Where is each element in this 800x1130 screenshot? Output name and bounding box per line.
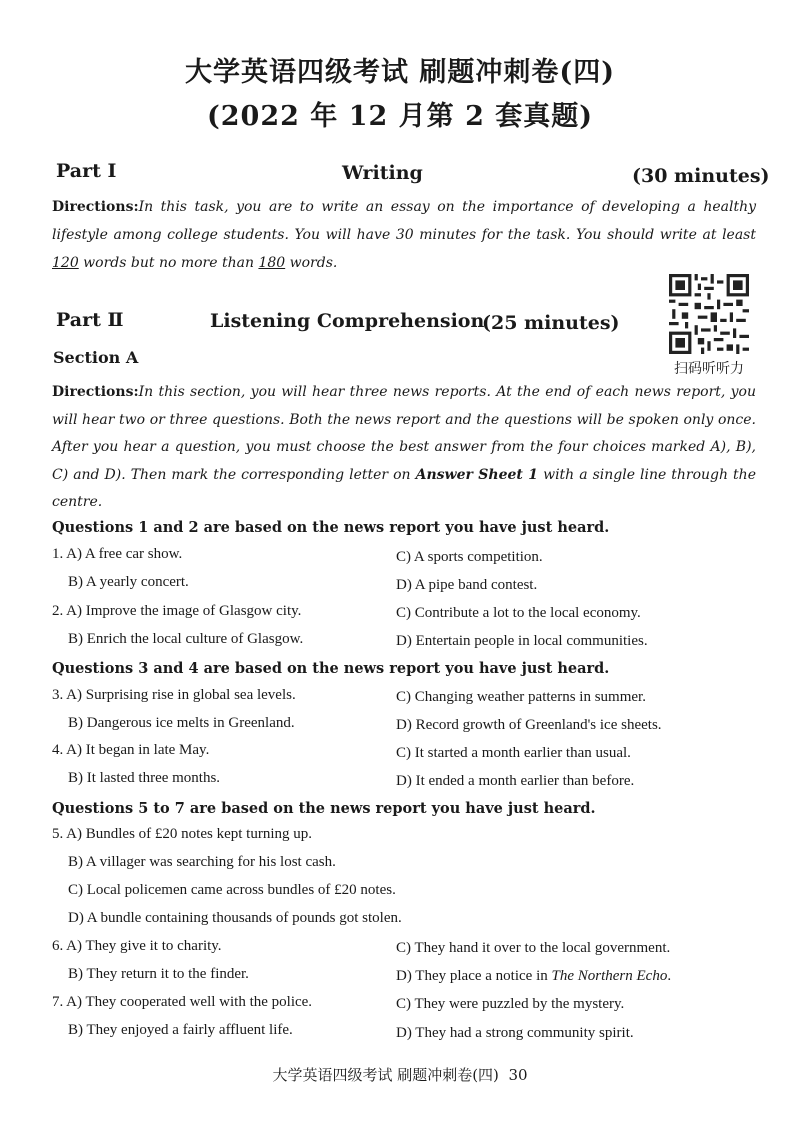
q2-option-b: B) Enrich the local culture of Glasgow. xyxy=(68,631,304,647)
q1-option-c: C) A sports competition. xyxy=(396,549,543,565)
q3-option-c: C) Changing weather patterns in summer. xyxy=(396,689,646,705)
page-number: 30 xyxy=(508,1066,528,1084)
q7-option-b: B) They enjoyed a fairly affluent life. xyxy=(68,1022,293,1038)
part2-name: Listening Comprehension xyxy=(210,310,485,332)
directions-text: words but no more than xyxy=(78,255,259,271)
directions-label: Directions: xyxy=(52,199,139,215)
q4-option-a: 4. A) It began in late May. xyxy=(52,742,210,758)
q1-option-a: 1. A) A free car show. xyxy=(52,546,183,562)
qr-code-label: 扫码听听力 xyxy=(674,361,744,377)
q7-option-c: C) They were puzzled by the mystery. xyxy=(396,996,625,1012)
q2-option-c: C) Contribute a lot to the local economy. xyxy=(396,605,641,621)
directions-text: with a single line through the centre. xyxy=(52,466,756,510)
qr-code-icon xyxy=(669,274,749,354)
page-title: 大学英语四级考试 刷题冲刺卷(四) xyxy=(185,57,615,88)
q5-option-b: B) A villager was searching for his lost cash. xyxy=(68,854,336,870)
question-group-heading: Questions 5 to 7 are based on the news report you have just heard. xyxy=(52,800,596,817)
q4-option-d: D) It ended a month earlier than before. xyxy=(396,773,635,789)
q6-option-c: C) They hand it over to the local government. xyxy=(396,940,671,956)
q2-option-a: 2. A) Improve the image of Glasgow city. xyxy=(52,603,302,619)
question-group-heading: Questions 1 and 2 are based on the news report you have just heard. xyxy=(52,519,610,536)
page-footer xyxy=(0,1064,800,1085)
directions-text: words. xyxy=(285,255,338,271)
q5-option-c: C) Local policemen came across bundles of £20 notes. xyxy=(68,882,396,898)
answer-sheet-ref: Answer Sheet 1 xyxy=(415,466,539,483)
question-group-heading: Questions 3 and 4 are based on the news report you have just heard. xyxy=(52,660,610,677)
q3-option-a: 3. A) Surprising rise in global sea levels. xyxy=(52,687,296,703)
footer-title: 大学英语四级考试 刷题冲刺卷(四) xyxy=(272,1066,499,1084)
word-count-min: 120 xyxy=(52,255,79,271)
q2-option-d: D) Entertain people in local communities. xyxy=(396,633,648,649)
part1-name: Writing xyxy=(342,162,423,184)
part1-label: Part Ⅰ xyxy=(56,160,117,182)
q5-option-d: D) A bundle containing thousands of pounds got stolen. xyxy=(68,910,402,926)
q4-option-b: B) It lasted three months. xyxy=(68,770,221,786)
q5-option-a: 5. A) Bundles of £20 notes kept turning up. xyxy=(52,826,312,842)
q3-option-d: D) Record growth of Greenland's ice sheets. xyxy=(396,717,662,733)
q1-option-d: D) A pipe band contest. xyxy=(396,577,538,593)
q7-option-d: D) They had a strong community spirit. xyxy=(396,1025,634,1041)
part1-directions xyxy=(52,193,756,277)
part2-time: (25 minutes) xyxy=(482,312,620,334)
q6-option-a: 6. A) They give it to charity. xyxy=(52,938,222,954)
q7-option-a: 7. A) They cooperated well with the police. xyxy=(52,994,313,1010)
q4-option-c: C) It started a month earlier than usual. xyxy=(396,745,631,761)
word-count-max: 180 xyxy=(258,255,286,271)
q6-option-d-end: . xyxy=(667,968,672,984)
page-subtitle: (2022 年 12 月第 2 套真题) xyxy=(206,101,594,132)
newspaper-title: The Northern Echo xyxy=(551,968,668,984)
q1-option-b: B) A yearly concert. xyxy=(68,574,189,590)
part2-directions xyxy=(52,379,756,517)
q6-option-d-text: D) They place a notice in xyxy=(396,968,552,984)
part2-label: Part Ⅱ xyxy=(56,309,124,331)
section-a-heading: Section A xyxy=(53,348,139,367)
q6-option-d xyxy=(396,968,671,985)
directions-label: Directions: xyxy=(52,384,139,400)
directions-text: In this section, you will hear three news reports. At the end of each news report, you will hear two or three questions. Both the news report and the questions will be spoken only once. After you hear a question, you must choose the best answer from the four choices marked A), B), C) and D). Then mark the corresponding letter on xyxy=(52,384,756,483)
directions-text: In this task, you are to write an essay on the importance of developing a healthy lifestyle among college students. You will have 30 minutes for the task. You should write at least xyxy=(52,199,756,243)
q6-option-b: B) They return it to the finder. xyxy=(68,966,249,982)
part1-time: (30 minutes) xyxy=(632,165,770,187)
q3-option-b: B) Dangerous ice melts in Greenland. xyxy=(68,715,295,731)
